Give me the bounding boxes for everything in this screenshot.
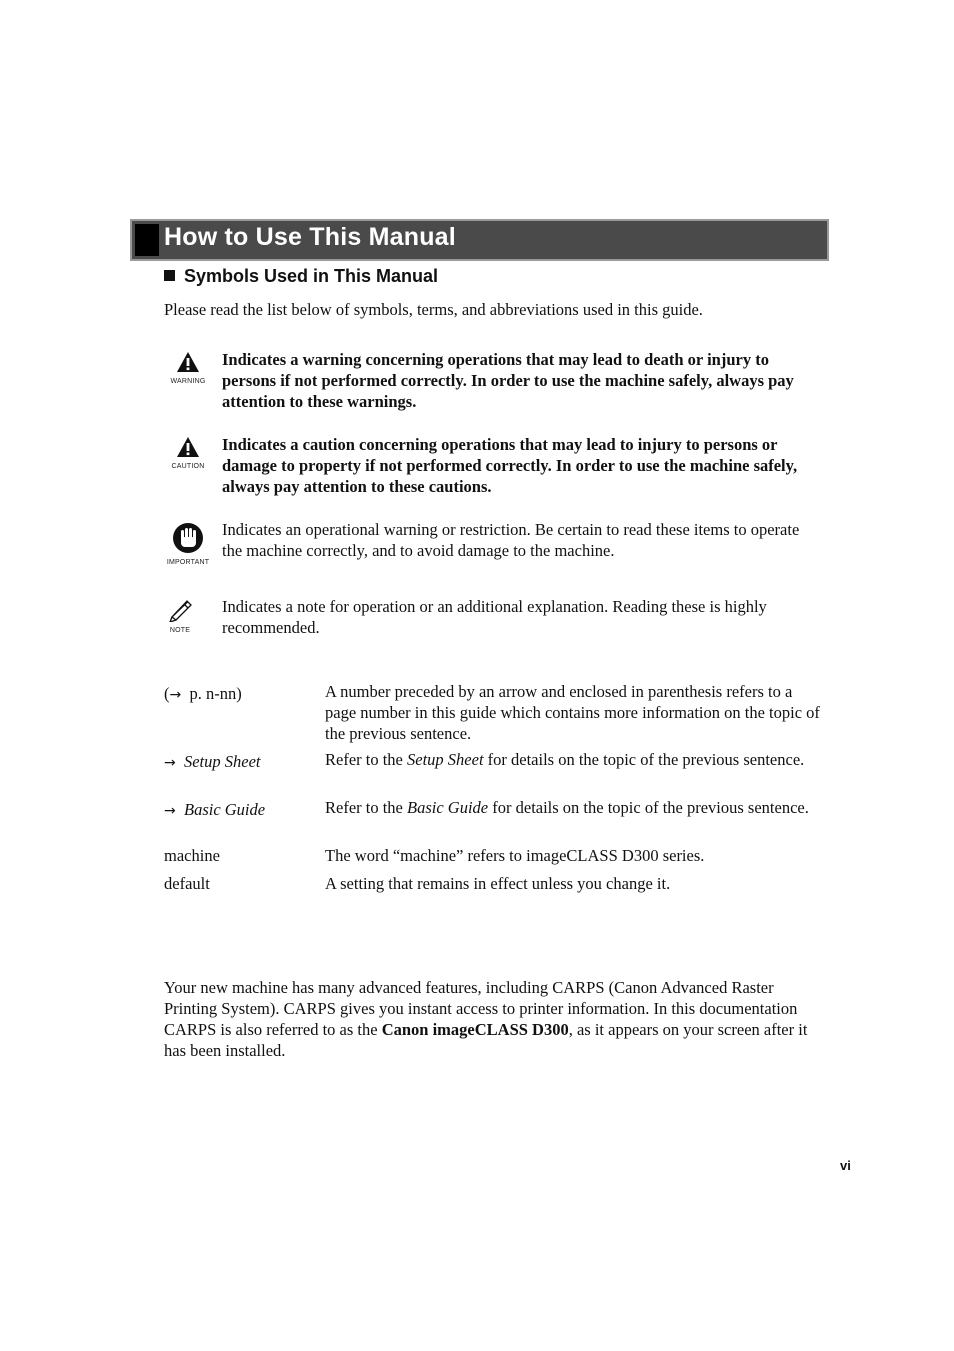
important-text: Indicates an operational warning or restriction. Be certain to read these items to operate the machine correctly, and to avoid damage to the machine. bbox=[222, 520, 800, 560]
caution-text: Indicates a caution concerning operations that may lead to injury to persons or damage to property if not performed correctly. In order to use the machine safely, always pay attention to these cautions. bbox=[222, 435, 798, 496]
term-label: Basic Guide bbox=[183, 800, 266, 819]
definition: Refer to the Setup Sheet for details on the topic of the previous sentence. bbox=[325, 750, 805, 769]
page-title-bar bbox=[130, 219, 829, 261]
definition: The word “machine” refers to imageCLASS D300 series. bbox=[325, 846, 705, 865]
note-pencil-icon bbox=[164, 598, 196, 634]
warning-triangle-icon bbox=[164, 351, 212, 385]
term-machine: machine bbox=[164, 846, 220, 865]
term-label: Setup Sheet bbox=[183, 752, 261, 771]
caution-caption: CAUTION bbox=[171, 463, 205, 470]
page-number: vi bbox=[840, 1158, 851, 1173]
definition: A setting that remains in effect unless you change it. bbox=[325, 874, 671, 893]
term-setup-sheet bbox=[164, 751, 314, 774]
term-page-ref bbox=[164, 683, 314, 706]
definition: A number preceded by an arrow and enclosed in parenthesis refers to a page number in this guide which contains more information on the topic of the previous sentence. bbox=[325, 682, 820, 743]
paren-open: ( bbox=[164, 684, 170, 703]
bullet-square-icon bbox=[164, 270, 175, 281]
note-text: Indicates a note for operation or an additional explanation. Reading these is highly recommended. bbox=[222, 597, 767, 637]
arrow-icon: → bbox=[169, 687, 182, 703]
arrow-icon: → bbox=[164, 803, 176, 819]
definition: Refer to the Basic Guide for details on the topic of the previous sentence. bbox=[325, 798, 809, 817]
important-hand-icon bbox=[164, 522, 212, 566]
section-heading-text: Symbols Used in This Manual bbox=[184, 266, 439, 286]
note-caption: NOTE bbox=[169, 627, 191, 634]
section-heading bbox=[164, 266, 438, 287]
closing-paragraph: Your new machine has many advanced features, including CARPS (Canon Advanced Raster Printing System). CARPS gives you instant access to printer information. In this documentation CARPS is also referred to as the Canon imageCLASS D300, as it appears on your screen after it has been installed. bbox=[164, 978, 808, 1060]
term-label: p. n-nn) bbox=[189, 684, 242, 703]
warning-caption: WARNING bbox=[170, 378, 206, 385]
term-basic-guide bbox=[164, 799, 314, 822]
warning-text: Indicates a warning concerning operations that may lead to death or injury to persons if not performed correctly. In order to use the machine safely, always pay attention to these warnings. bbox=[222, 350, 794, 411]
arrow-icon: → bbox=[164, 755, 176, 771]
caution-triangle-icon bbox=[164, 436, 212, 470]
title-marker bbox=[135, 224, 159, 256]
term-default: default bbox=[164, 874, 210, 893]
important-caption: IMPORTANT bbox=[166, 559, 210, 566]
intro-text: Please read the list below of symbols, terms, and abbreviations used in this guide. bbox=[164, 300, 703, 319]
page-title: How to Use This Manual bbox=[164, 223, 456, 251]
product-name: Canon imageCLASS D300 bbox=[381, 1020, 569, 1039]
